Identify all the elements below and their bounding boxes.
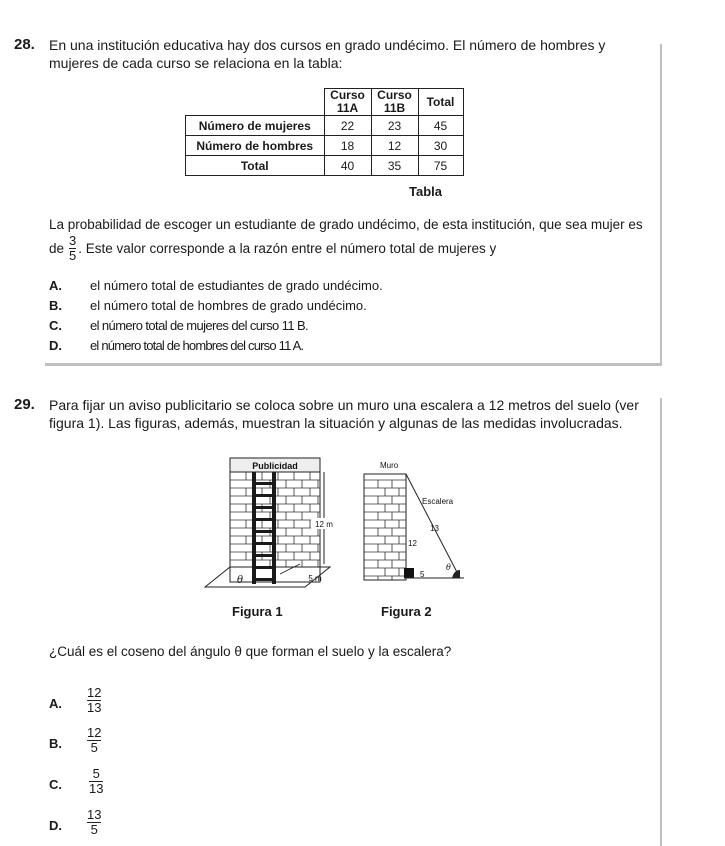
option-letter: C.	[49, 318, 62, 333]
option-letter: A.	[49, 278, 62, 293]
option-letter: B.	[49, 298, 62, 313]
table-row-label: Número de mujeres	[186, 116, 325, 136]
option-letter: D.	[49, 338, 62, 353]
table-cell: 35	[371, 156, 418, 176]
question-29-stem-line2: figura 1). Las figuras, además, muestran la situación y algunas de las medidas involucradas.	[49, 415, 623, 431]
section-29-right-border	[660, 398, 662, 846]
base-label: 5 m	[308, 574, 322, 583]
table-header-row	[186, 89, 464, 116]
option-text: el número total de mujeres del curso 11 B.	[90, 318, 309, 333]
question-29-stem-line1: Para fijar un aviso publicitario se coloca sobre un muro una escalera a 12 metros del suelo (ver	[49, 397, 639, 413]
table-cell: 23	[371, 116, 418, 136]
angle-label: θ	[237, 575, 244, 586]
ladder-label: Escalera	[422, 497, 454, 506]
question-28-stem-line1: En una institución educativa hay dos cursos en grado undécimo. El número de hombres y	[49, 37, 606, 53]
option-letter: C.	[49, 777, 62, 792]
option-letter: A.	[49, 696, 62, 711]
table-row	[186, 156, 464, 176]
probability-rest: . Este valor corresponde a la razón entre el número total de mujeres y	[78, 240, 497, 256]
q29-option-a[interactable]	[49, 686, 149, 720]
angle-label: θ	[446, 563, 451, 572]
table-header-cell: Curso 11A	[324, 89, 371, 116]
q29-option-d[interactable]	[49, 808, 149, 842]
figure-2-caption: Figura 2	[381, 604, 432, 619]
data-table	[185, 88, 464, 176]
hypotenuse-label: 13	[430, 524, 439, 533]
base-label: 5	[420, 570, 425, 579]
option-letter: D.	[49, 818, 62, 833]
option-fraction: 13 5	[87, 807, 102, 837]
table-cell: 22	[324, 116, 371, 136]
table-row	[186, 116, 464, 136]
probability-de: de	[49, 240, 65, 256]
figure-1-illustration	[200, 452, 340, 594]
table-cell: 45	[418, 116, 463, 136]
height-label: 12 m	[315, 520, 333, 529]
q29-option-b[interactable]	[49, 726, 149, 760]
option-text: el número total de hombres de grado undécimo.	[90, 298, 367, 313]
probability-fraction: $\frac{3}{5}$	[69, 233, 77, 263]
option-text: el número total de hombres del curso 11 A.	[90, 338, 304, 353]
question-29-number: 29.	[14, 396, 35, 413]
probability-line1: La probabilidad de escoger un estudiante de grado undécimo, de esta institución, que sea mujer es	[49, 217, 643, 232]
angle-wedge	[452, 570, 460, 578]
section-28-bottom-border	[45, 363, 662, 366]
probability-line2	[49, 234, 496, 263]
table-cell: 18	[324, 136, 371, 156]
table-cell: 12	[371, 136, 418, 156]
section-28-right-border	[660, 44, 662, 366]
figure-2-illustration	[360, 458, 470, 584]
table-row	[186, 136, 464, 156]
table-row-label: Total	[186, 156, 325, 176]
table-header-cell: Total	[418, 89, 463, 116]
table-cell: 40	[324, 156, 371, 176]
table-caption: Tabla	[409, 184, 442, 199]
table-cell: 30	[418, 136, 463, 156]
option-letter: B.	[49, 736, 62, 751]
option-fraction: 12 5	[87, 725, 102, 755]
figure-1-caption: Figura 1	[232, 604, 283, 619]
sign-label: Publicidad	[252, 461, 298, 471]
height-label: 12	[408, 539, 417, 548]
wall-label: Muro	[380, 461, 399, 470]
question-28-number: 28.	[14, 36, 35, 53]
right-angle-mark	[404, 568, 414, 578]
table-cell: 75	[418, 156, 463, 176]
table-header-cell: Curso 11B	[371, 89, 418, 116]
q29-option-c[interactable]	[49, 767, 149, 801]
option-fraction: 12 13	[87, 685, 102, 715]
question-28-stem-line2: mujeres de cada curso se relaciona en la tabla:	[49, 55, 343, 71]
question-29-prompt: ¿Cuál es el coseno del ángulo θ que forman el suelo y la escalera?	[49, 644, 452, 659]
table-row-label: Número de hombres	[186, 136, 325, 156]
option-fraction: 5 13	[89, 766, 104, 796]
option-text: el número total de estudiantes de grado undécimo.	[90, 278, 383, 293]
